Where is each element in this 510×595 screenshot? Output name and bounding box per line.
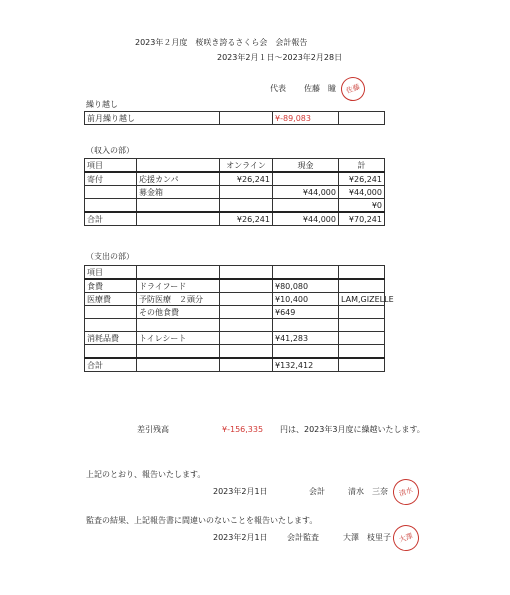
expense-header-item: 項目 — [85, 266, 137, 280]
table-row — [85, 112, 385, 125]
accountant-role: 会計 — [309, 487, 325, 496]
income-section-label: （収入の部） — [86, 146, 134, 155]
table-header-row — [85, 159, 385, 173]
table-row — [85, 319, 385, 332]
accountant-name: 清水 三奈 — [348, 487, 388, 496]
table-row: 医療費 予防医療 ２頭分 ¥10,400 LAM,GIZELLE — [85, 293, 385, 306]
income-header-cash: 現金 — [273, 159, 339, 173]
representative-name: 佐藤 瞳 — [304, 84, 336, 93]
table-row: 募金箱 ¥44,000 ¥44,000 — [85, 186, 385, 199]
carryover-table — [84, 111, 385, 125]
representative-seal-icon: 佐藤 — [338, 74, 368, 104]
report-date: 2023年2月1日 — [213, 487, 268, 496]
carryover-label: 前月繰り越し — [85, 112, 220, 125]
table-row: その他食費 ¥649 — [85, 306, 385, 319]
report-period: 2023年2月１日～2023年2月28日 — [217, 53, 343, 62]
auditor-seal-icon: 大澤 — [390, 522, 423, 555]
balance-amount: ¥-156,335 — [222, 425, 264, 434]
report-statement: 上記のとおり、報告いたします。 — [86, 470, 206, 479]
accountant-seal-icon: 清水 — [390, 476, 423, 509]
expense-table — [84, 265, 394, 372]
auditor-role: 会計監査 — [287, 533, 319, 542]
audit-date: 2023年2月1日 — [213, 533, 268, 542]
audit-statement: 監査の結果、上記報告書に間違いのないことを報告いたします。 — [86, 516, 318, 525]
representative-role: 代表 — [270, 84, 286, 93]
carryover-section-label: 繰り越し — [86, 100, 118, 109]
balance-note: 円は、2023年3月度に繰越いたします。 — [280, 425, 425, 434]
table-row: 消耗品費 トイレシート ¥41,283 — [85, 332, 385, 345]
income-table — [84, 158, 385, 226]
expense-total-row: 合計 ¥132,412 — [85, 358, 385, 372]
table-header-row — [85, 266, 385, 280]
carryover-amount: ¥-89,083 — [273, 112, 339, 125]
balance-label: 差引残高 — [137, 425, 169, 434]
income-header-online: オンライン — [220, 159, 273, 173]
table-row: 寄付 応援カンパ ¥26,241 ¥26,241 — [85, 172, 385, 186]
expense-section-label: （支出の部） — [86, 252, 134, 261]
report-title: 2023年２月度 桜咲き誇るさくら会 会計報告 — [135, 38, 308, 47]
auditor-name: 大澤 枝里子 — [343, 533, 391, 542]
income-header-total: 計 — [339, 159, 385, 173]
income-header-item: 項目 — [85, 159, 137, 173]
table-row — [85, 345, 385, 359]
table-row: 食費 ドライフード ¥80,080 — [85, 279, 385, 293]
table-row: ¥0 — [85, 199, 385, 213]
income-total-row: 合計 ¥26,241 ¥44,000 ¥70,241 — [85, 212, 385, 226]
